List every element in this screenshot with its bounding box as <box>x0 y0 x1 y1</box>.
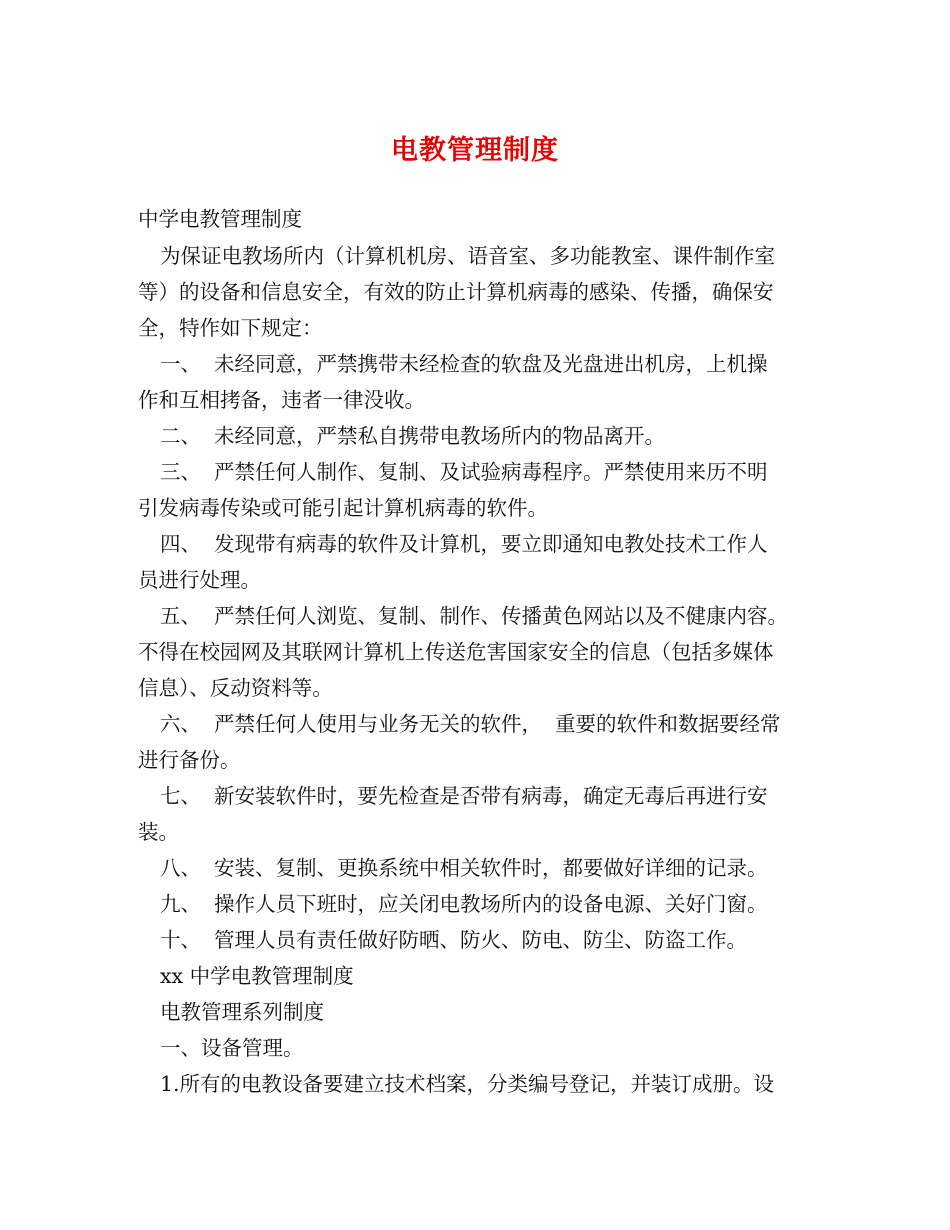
rule-8 <box>160 854 768 882</box>
rule-number: 一、 <box>160 352 201 376</box>
intro-line-3: 全，特作如下规定： <box>138 316 323 340</box>
intro-line-1: 为保证电教场所内（计算机机房、语音室、多功能教室、课件制作室 <box>160 244 775 268</box>
rule-text: 未经同意，严禁私自携带电教场所内的物品离开。 <box>214 424 665 448</box>
rule-4 <box>160 530 768 558</box>
rule-text: 严禁任何人浏览、复制、制作、传播黄色网站以及不健康内容。 <box>214 604 788 628</box>
rule-1 <box>160 350 768 378</box>
rule-text: 安装、复制、更换系统中相关软件时，都要做好详细的记录。 <box>214 856 768 880</box>
rule-9 <box>160 890 768 918</box>
rule-7-continuation: 装。 <box>138 820 179 844</box>
rule-2 <box>160 422 665 450</box>
section2-point-1: 1.所有的电教设备要建立技术档案，分类编号登记，并装订成册。设 <box>160 1072 775 1096</box>
rule-4-continuation: 员进行处理。 <box>138 568 261 592</box>
rule-1-continuation: 作和互相拷备，违者一律没收。 <box>138 388 425 412</box>
rule-text: 管理人员有责任做好防晒、防火、防电、防尘、防盗工作。 <box>214 928 747 952</box>
rule-7 <box>160 782 768 810</box>
rule-5 <box>160 602 788 630</box>
rule-number: 十、 <box>160 928 201 952</box>
section2-title: xx 中学电教管理制度 <box>160 964 354 988</box>
rule-6 <box>160 710 781 738</box>
rule-text: 严禁任何人使用与业务无关的软件， 重要的软件和数据要经常 <box>214 712 781 736</box>
rule-number: 二、 <box>160 424 201 448</box>
rule-number: 八、 <box>160 856 201 880</box>
rule-number: 三、 <box>160 460 201 484</box>
document-subtitle: 中学电教管理制度 <box>138 207 302 231</box>
rule-5-continuation-2: 信息）、反动资料等。 <box>138 676 333 700</box>
rule-number: 五、 <box>160 604 201 628</box>
rule-number: 六、 <box>160 712 201 736</box>
rule-number: 四、 <box>160 532 201 556</box>
rule-6-continuation: 进行备份。 <box>138 748 241 772</box>
rule-3 <box>160 458 768 486</box>
rule-text: 严禁任何人制作、复制、及试验病毒程序。严禁使用来历不明 <box>214 460 768 484</box>
rule-5-continuation-1: 不得在校园网及其联网计算机上传送危害国家安全的信息（包括多媒体 <box>138 640 774 664</box>
section2-item-heading: 一、设备管理。 <box>160 1036 304 1060</box>
rule-text: 未经同意，严禁携带未经检查的软盘及光盘进出机房，上机操 <box>214 352 768 376</box>
intro-line-2: 等）的设备和信息安全，有效的防止计算机病毒的感染、传播，确保安 <box>138 280 774 304</box>
rule-number: 九、 <box>160 892 201 916</box>
section2-subtitle: 电教管理系列制度 <box>160 1000 324 1024</box>
rule-number: 七、 <box>160 784 201 808</box>
document-title: 电教管理制度 <box>391 135 559 166</box>
rule-3-continuation: 引发病毒传染或可能引起计算机病毒的软件。 <box>138 496 548 520</box>
rule-10 <box>160 926 747 954</box>
rule-text: 新安装软件时，要先检查是否带有病毒，确定无毒后再进行安 <box>214 784 768 808</box>
rule-text: 发现带有病毒的软件及计算机，要立即通知电教处技术工作人 <box>214 532 768 556</box>
rule-text: 操作人员下班时，应关闭电教场所内的设备电源、关好门窗。 <box>214 892 768 916</box>
